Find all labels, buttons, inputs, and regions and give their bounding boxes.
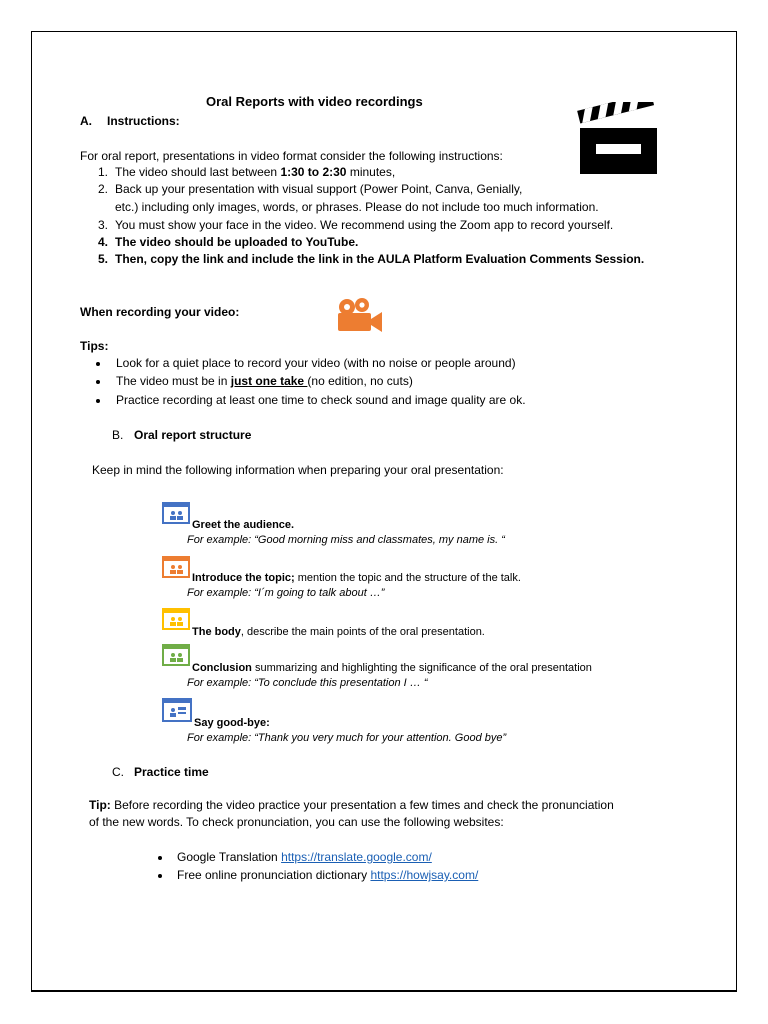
section-b-heading: Oral report structure: [134, 428, 252, 442]
keep-in-mind: Keep in mind the following information when preparing your oral presentation:: [92, 463, 504, 477]
google-translate-link[interactable]: https://translate.google.com/: [281, 850, 432, 864]
structure-introduce-label: Introduce the topic;: [192, 572, 295, 584]
howjsay-link[interactable]: https://howjsay.com/: [370, 868, 479, 882]
structure-body-label: The body: [192, 626, 241, 638]
website-item-2: [177, 868, 478, 883]
bullet: [96, 380, 100, 384]
website-label: Free online pronunciation dictionary: [177, 868, 371, 882]
page-title: Oral Reports with video recordings: [206, 94, 423, 109]
structure-greet: Greet the audience.: [192, 519, 295, 531]
structure-introduce: [192, 571, 521, 586]
tip2-line1: [89, 798, 614, 813]
tip-item-2: [116, 374, 413, 389]
recording-heading: When recording your video:: [80, 305, 240, 319]
bullet: [158, 856, 162, 860]
website-label: Google Translation: [177, 850, 282, 864]
section-a-heading: Instructions:: [107, 114, 180, 128]
tip-text: (no edition, no cuts): [307, 374, 413, 388]
instructions-intro: For oral report, presentations in video format consider the following instructions:: [80, 149, 503, 163]
section-a-letter: A.: [80, 114, 92, 128]
bullet: [96, 362, 100, 366]
presentation-blue-icon: [162, 502, 190, 524]
structure-greet-example: For example: “Good morning miss and classmates, my name is. “: [187, 534, 505, 546]
structure-body: [192, 625, 485, 640]
website-item-1: [177, 850, 432, 865]
section-c-letter: C.: [112, 765, 124, 779]
tip-text: The video must be in: [116, 374, 231, 388]
bullet: [158, 874, 162, 878]
structure-introduce-example: For example: “I´m going to talk about …”: [187, 587, 385, 599]
instruction-duration: 1:30 to 2:30: [280, 165, 347, 179]
structure-conclusion-example: For example: “To conclude this presentation I … “: [187, 677, 428, 689]
presentation-orange-icon: [162, 556, 190, 578]
structure-goodbye-example: For example: “Thank you very much for your attention. Good bye”: [187, 732, 507, 744]
instruction-number: 3.: [98, 218, 109, 232]
instruction-number: 1.: [98, 165, 109, 179]
instruction-number: 2.: [98, 182, 109, 196]
clapperboard-icon: [576, 102, 658, 176]
structure-body-text: , describe the main points of the oral presentation.: [240, 626, 485, 638]
video-camera-icon: [335, 297, 385, 333]
instruction-item-4: The video should be uploaded to YouTube.: [115, 235, 359, 249]
instruction-item-2-line2: etc.) including only images, words, or phrases. Please do not include too much information.: [115, 200, 599, 214]
tip-emphasis: just one take: [230, 374, 308, 388]
structure-conclusion: [192, 661, 592, 676]
instruction-number: 5.: [98, 252, 109, 266]
instruction-item-1: [115, 165, 395, 180]
tip-item-1: Look for a quiet place to record your video (with no noise or people around): [116, 356, 516, 370]
instruction-item-3: You must show your face in the video. We recommend using the Zoom app to record yourself.: [115, 218, 614, 232]
instruction-item-2-line1: Back up your presentation with visual support (Power Point, Canva, Genially,: [115, 182, 523, 196]
section-b-letter: B.: [112, 428, 124, 442]
structure-conclusion-text: summarizing and highlighting the significance of the oral presentation: [251, 662, 592, 674]
tip2-line2: of the new words. To check pronunciation, you can use the following websites:: [89, 815, 504, 829]
section-c-heading: Practice time: [134, 765, 209, 779]
presentation-blue-icon-2: [162, 698, 192, 722]
presentation-green-icon: [162, 644, 190, 666]
instruction-item-5: Then, copy the link and include the link in the AULA Platform Evaluation Comments Session.: [115, 252, 645, 266]
structure-goodbye: Say good-bye:: [194, 717, 270, 729]
structure-introduce-text: mention the topic and the structure of the talk.: [294, 572, 521, 584]
tip2-text: Before recording the video practice your presentation a few times and check the pronunciation: [110, 798, 614, 812]
tips-label: Tips:: [80, 339, 109, 353]
instruction-text: The video should last between: [115, 165, 281, 179]
bullet: [96, 399, 100, 403]
presentation-yellow-icon: [162, 608, 190, 630]
structure-conclusion-label: Conclusion: [192, 662, 252, 674]
tip2-label: Tip:: [89, 798, 111, 812]
instruction-number: 4.: [98, 235, 109, 249]
instruction-text: minutes,: [346, 165, 396, 179]
tip-item-3: Practice recording at least one time to check sound and image quality are ok.: [116, 393, 526, 407]
